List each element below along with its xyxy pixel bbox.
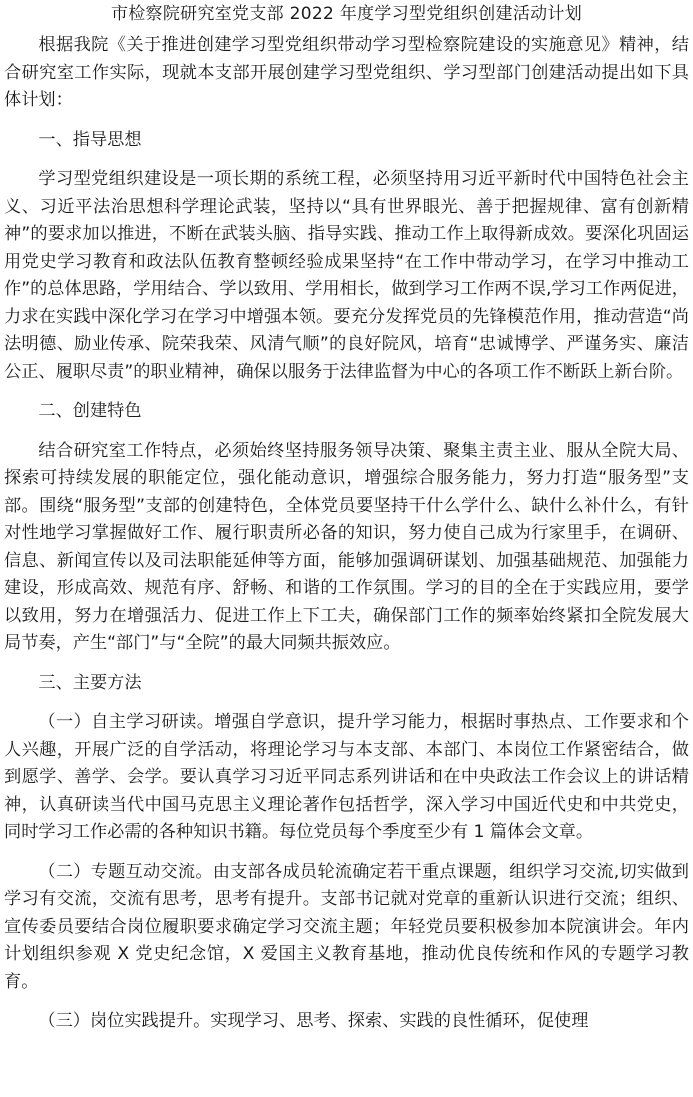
- method-exchange-paragraph: （二）专题互动交流。由支部各成员轮流确定若干重点课题，组织学习交流,切实做到学习有交流，交流有思考，思考有提升。支部书记就对党章的重新认识进行交流；组织、宣传委员要结合岗位履职要求确定学习交流主题；年轻党员要积极参加本院演讲会。年内计划组织参观 X 党史纪念馆，X 爱国主义教育基地，推动优良传统和作风的专题学习教育。: [4, 861, 689, 992]
- document-title: 市检察院研究室党支部 2022 年度学习型党组织创建活动计划: [110, 4, 583, 24]
- method-practice-paragraph: （三）岗位实践提升。实现学习、思考、探索、实践的良性循环，促使理: [38, 1011, 589, 1031]
- section-heading-methods: 三、主要方法: [38, 672, 142, 693]
- intro-paragraph: 根据我院《关于推进创建学习型党组织带动学习型检察院建设的实施意见》精神，结合研究室工作实际，现就本支部开展创建学习型党组织、学习型部门创建活动提出如下具体计划：: [4, 35, 689, 110]
- section-heading-features: 二、创建特色: [38, 401, 142, 421]
- guiding-ideology-paragraph: 学习型党组织建设是一项长期的系统工程，必须坚持用习近平新时代中国特色社会主义、习近平法治思想科学理论武装，坚持以“具有世界眼光、善于把握规律、富有创新精神”的要求加以推进，不断在武装头脑、指导实践、推动工作上取得新成效。要深化巩固运用党史学习教育和政法队伍教育整顿经验成果坚持“在工作中带动学习，在学习中推动工作”的总体思路，学用结合、学以致用、学用相长，做到学习工作两不误,学习工作两促进，力求在实践中深化学习在学习中增强本领。要充分发挥党员的先锋模范作用，推动营造“尚法明德、励业传承、院荣我荣、风清气顺”的良好院风，培育“忠诚博学、严谨务实、廉洁公正、履职尽责”的职业精神，确保以服务于法律监督为中心的各项工作不断跃上新台阶。: [4, 169, 689, 382]
- method-self-study-paragraph: （一）自主学习研读。增强自学意识，提升学习能力，根据时事热点、工作要求和个人兴趣，开展广泛的自学活动，将理论学习与本支部、本部门、本岗位工作紧密结合，做到愿学、善学、会学。要认真学习习近平同志系列讲话和在中央政法工作会议上的讲话精神，认真研读当代中国马克思主义理论著作包括哲学，深入学习中国近代史和中共党史，同时学习工作必需的各种知识书籍。每位党员每个季度至少有 1 篇体会文章。: [4, 712, 689, 842]
- features-paragraph: 结合研究室工作特点，必须始终坚持服务领导决策、聚集主责主业、服从全院大局、探索可持续发展的职能定位，强化能动意识，增强综合服务能力，努力打造“服务型”支部。围绕“服务型”支部的创建特色，全体党员要坚持干什么学什么、缺什么补什么，有针对性地学习掌握做好工作、履行职责所必备的知识，努力使自己成为行家里手，在调研、信息、新闻宣传以及司法职能延伸等方面，能够加强调研谋划、加强基础规范、加强能力建设，形成高效、规范有序、舒畅、和谐的工作氛围。学习的目的全在于实践应用，要学以致用，努力在增强活力、促进工作上下工夫，确保部门工作的频率始终紧扣全院发展大局节奏，产生“部门”与“全院”的最大同频共振效应。: [4, 440, 689, 653]
- section-heading-guiding-ideology: 一、指导思想: [38, 129, 142, 150]
